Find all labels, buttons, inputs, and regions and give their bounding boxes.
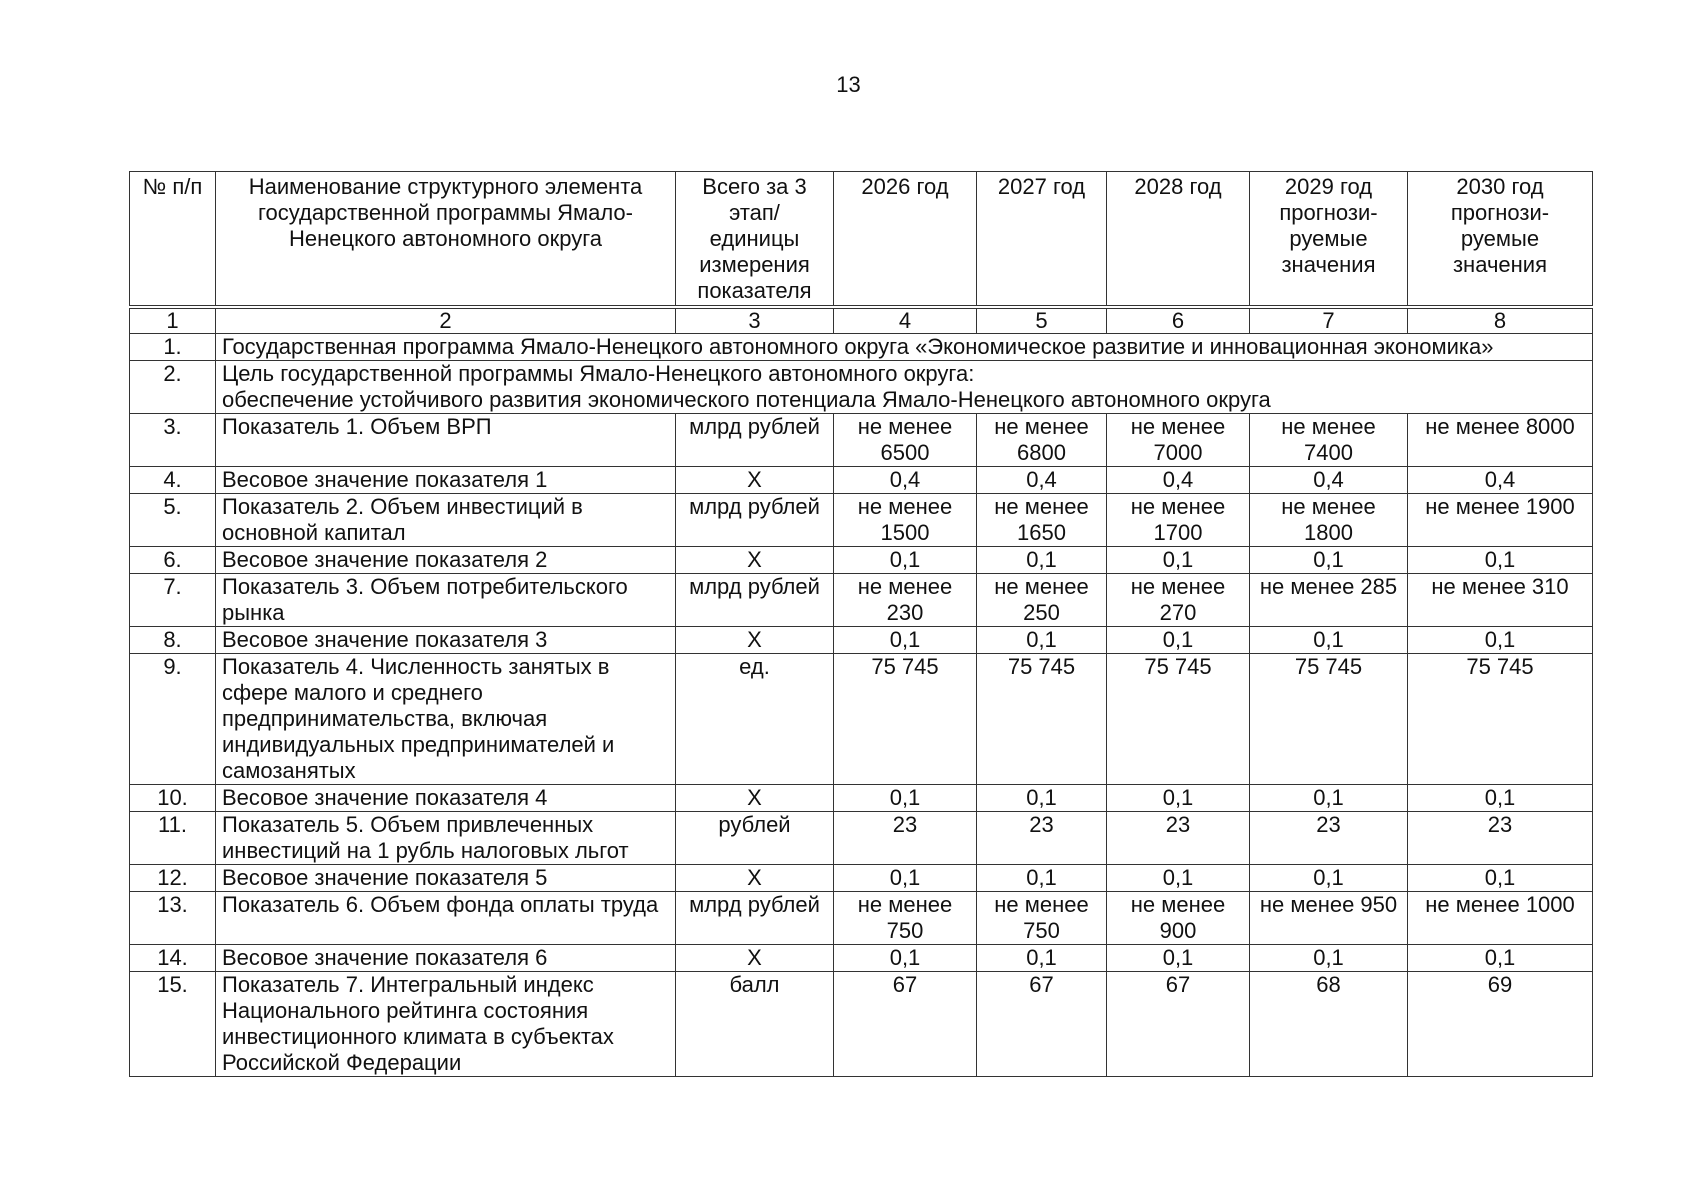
table-row — [130, 972, 1593, 1077]
column-number: 3 — [676, 309, 834, 334]
value-2030: не менее 8000 — [1408, 414, 1593, 467]
row-number: 14. — [130, 945, 216, 972]
value-2027: 0,1 — [977, 945, 1107, 972]
indicator-name: Весовое значение показателя 2 — [216, 547, 676, 574]
indicators-body — [130, 309, 1593, 1077]
value-2028: 0,1 — [1107, 547, 1250, 574]
column-number-row — [130, 309, 1593, 334]
table-row — [130, 945, 1593, 972]
indicator-name: Показатель 5. Объем привлеченных инвестиций на 1 рубль налоговых льгот — [216, 812, 676, 865]
indicator-name: Весовое значение показателя 5 — [216, 865, 676, 892]
value-2030: не менее 310 — [1408, 574, 1593, 627]
value-2029: 75 745 — [1250, 654, 1408, 785]
value-2029: 0,4 — [1250, 467, 1408, 494]
row-number: 7. — [130, 574, 216, 627]
indicator-unit: рублей — [676, 812, 834, 865]
value-2030: 75 745 — [1408, 654, 1593, 785]
table-row — [130, 414, 1593, 467]
row-number: 11. — [130, 812, 216, 865]
value-2027: 0,4 — [977, 467, 1107, 494]
indicator-name: Показатель 7. Интегральный индекс Национального рейтинга состояния инвестиционного климата в субъектах Российской Федерации — [216, 972, 676, 1077]
value-2026: 23 — [834, 812, 977, 865]
table-row — [130, 574, 1593, 627]
row-number: 10. — [130, 785, 216, 812]
indicator-unit: балл — [676, 972, 834, 1077]
indicator-unit: Х — [676, 547, 834, 574]
table-row — [130, 785, 1593, 812]
value-2028: 0,1 — [1107, 785, 1250, 812]
value-2030: не менее 1000 — [1408, 892, 1593, 945]
value-2026: 0,1 — [834, 945, 977, 972]
row-number: 15. — [130, 972, 216, 1077]
value-2026: не менее 750 — [834, 892, 977, 945]
value-2030: 69 — [1408, 972, 1593, 1077]
header-unit: Всего за 3 этап/ единицы измерения показателя — [676, 172, 834, 306]
goal-row — [130, 361, 1593, 414]
table-row — [130, 627, 1593, 654]
row-number: 2. — [130, 361, 216, 414]
header-2027: 2027 год — [977, 172, 1107, 306]
value-2028: не менее 900 — [1107, 892, 1250, 945]
value-2027: 0,1 — [977, 627, 1107, 654]
indicator-unit: Х — [676, 785, 834, 812]
header-number: № п/п — [130, 172, 216, 306]
goal-line-2: обеспечение устойчивого развития экономического потенциала Ямало-Ненецкого автономного округа — [222, 387, 1271, 412]
value-2029: 68 — [1250, 972, 1408, 1077]
row-number: 8. — [130, 627, 216, 654]
value-2027: не менее 250 — [977, 574, 1107, 627]
value-2030: 0,1 — [1408, 865, 1593, 892]
row-number: 6. — [130, 547, 216, 574]
value-2027: не менее 6800 — [977, 414, 1107, 467]
header-2026: 2026 год — [834, 172, 977, 306]
indicator-name: Показатель 3. Объем потребительского рынка — [216, 574, 676, 627]
column-number: 2 — [216, 309, 676, 334]
value-2026: 0,4 — [834, 467, 977, 494]
table-row — [130, 892, 1593, 945]
value-2030: 0,1 — [1408, 627, 1593, 654]
indicator-name: Весовое значение показателя 6 — [216, 945, 676, 972]
indicator-name: Весовое значение показателя 1 — [216, 467, 676, 494]
column-number: 1 — [130, 309, 216, 334]
value-2026: 67 — [834, 972, 977, 1077]
value-2026: не менее 6500 — [834, 414, 977, 467]
value-2030: 0,4 — [1408, 467, 1593, 494]
column-number: 6 — [1107, 309, 1250, 334]
value-2029: не менее 7400 — [1250, 414, 1408, 467]
value-2030: не менее 1900 — [1408, 494, 1593, 547]
value-2026: 75 745 — [834, 654, 977, 785]
goal-line-1: Цель государственной программы Ямало-Ненецкого автономного округа: — [222, 361, 975, 386]
value-2029: 23 — [1250, 812, 1408, 865]
value-2030: 0,1 — [1408, 785, 1593, 812]
value-2030: 23 — [1408, 812, 1593, 865]
value-2028: 67 — [1107, 972, 1250, 1077]
value-2030: 0,1 — [1408, 945, 1593, 972]
header-2030: 2030 год прогнози-руемые значения — [1408, 172, 1593, 306]
indicator-name: Весовое значение показателя 4 — [216, 785, 676, 812]
indicator-unit: млрд рублей — [676, 494, 834, 547]
value-2028: 0,4 — [1107, 467, 1250, 494]
indicator-unit: Х — [676, 865, 834, 892]
value-2028: не менее 270 — [1107, 574, 1250, 627]
indicator-unit: млрд рублей — [676, 574, 834, 627]
page-number: 13 — [836, 72, 861, 97]
header-name: Наименование структурного элемента государственной программы Ямало-Ненецкого автономного округа — [216, 172, 676, 306]
indicator-unit: млрд рублей — [676, 414, 834, 467]
table-row — [130, 865, 1593, 892]
value-2027: 0,1 — [977, 865, 1107, 892]
value-2028: 23 — [1107, 812, 1250, 865]
indicator-name: Показатель 4. Численность занятых в сфере малого и среднего предпринимательства, включая индивидуальных предпринимателей и самозанятых — [216, 654, 676, 785]
value-2029: 0,1 — [1250, 785, 1408, 812]
table-row — [130, 547, 1593, 574]
table-row — [130, 494, 1593, 547]
value-2029: не менее 1800 — [1250, 494, 1408, 547]
value-2027: 75 745 — [977, 654, 1107, 785]
table-row — [130, 467, 1593, 494]
value-2027: 23 — [977, 812, 1107, 865]
column-number: 8 — [1408, 309, 1593, 334]
value-2026: 0,1 — [834, 865, 977, 892]
value-2026: 0,1 — [834, 627, 977, 654]
indicator-unit: млрд рублей — [676, 892, 834, 945]
value-2030: 0,1 — [1408, 547, 1593, 574]
value-2029: 0,1 — [1250, 945, 1408, 972]
header-2029: 2029 год прогнози-руемые значения — [1250, 172, 1408, 306]
column-number: 5 — [977, 309, 1107, 334]
table-row — [130, 812, 1593, 865]
value-2026: не менее 1500 — [834, 494, 977, 547]
value-2027: 67 — [977, 972, 1107, 1077]
indicator-unit: Х — [676, 627, 834, 654]
indicator-name: Весовое значение показателя 3 — [216, 627, 676, 654]
table-row — [130, 654, 1593, 785]
value-2026: 0,1 — [834, 547, 977, 574]
program-goal — [216, 361, 1593, 414]
header-row — [130, 172, 1593, 306]
column-number: 4 — [834, 309, 977, 334]
value-2027: 0,1 — [977, 547, 1107, 574]
column-number: 7 — [1250, 309, 1408, 334]
row-number: 9. — [130, 654, 216, 785]
program-row — [130, 334, 1593, 361]
row-number: 1. — [130, 334, 216, 361]
value-2029: 0,1 — [1250, 865, 1408, 892]
value-2026: 0,1 — [834, 785, 977, 812]
value-2028: не менее 1700 — [1107, 494, 1250, 547]
value-2028: 0,1 — [1107, 865, 1250, 892]
value-2029: не менее 285 — [1250, 574, 1408, 627]
value-2027: 0,1 — [977, 785, 1107, 812]
indicator-unit: Х — [676, 467, 834, 494]
indicator-unit: ед. — [676, 654, 834, 785]
value-2027: не менее 750 — [977, 892, 1107, 945]
value-2029: не менее 950 — [1250, 892, 1408, 945]
program-title: Государственная программа Ямало-Ненецкого автономного округа «Экономическое развитие и инновационная экономика» — [216, 334, 1593, 361]
value-2026: не менее 230 — [834, 574, 977, 627]
row-number: 12. — [130, 865, 216, 892]
value-2029: 0,1 — [1250, 547, 1408, 574]
indicator-name: Показатель 1. Объем ВРП — [216, 414, 676, 467]
indicator-unit: Х — [676, 945, 834, 972]
value-2028: 75 745 — [1107, 654, 1250, 785]
row-number: 5. — [130, 494, 216, 547]
indicators-table — [129, 308, 1593, 1077]
row-number: 13. — [130, 892, 216, 945]
value-2027: не менее 1650 — [977, 494, 1107, 547]
row-number: 3. — [130, 414, 216, 467]
value-2028: 0,1 — [1107, 945, 1250, 972]
indicator-name: Показатель 2. Объем инвестиций в основной капитал — [216, 494, 676, 547]
value-2029: 0,1 — [1250, 627, 1408, 654]
value-2028: не менее 7000 — [1107, 414, 1250, 467]
indicator-name: Показатель 6. Объем фонда оплаты труда — [216, 892, 676, 945]
table-header — [129, 171, 1593, 306]
row-number: 4. — [130, 467, 216, 494]
header-2028: 2028 год — [1107, 172, 1250, 306]
value-2028: 0,1 — [1107, 627, 1250, 654]
